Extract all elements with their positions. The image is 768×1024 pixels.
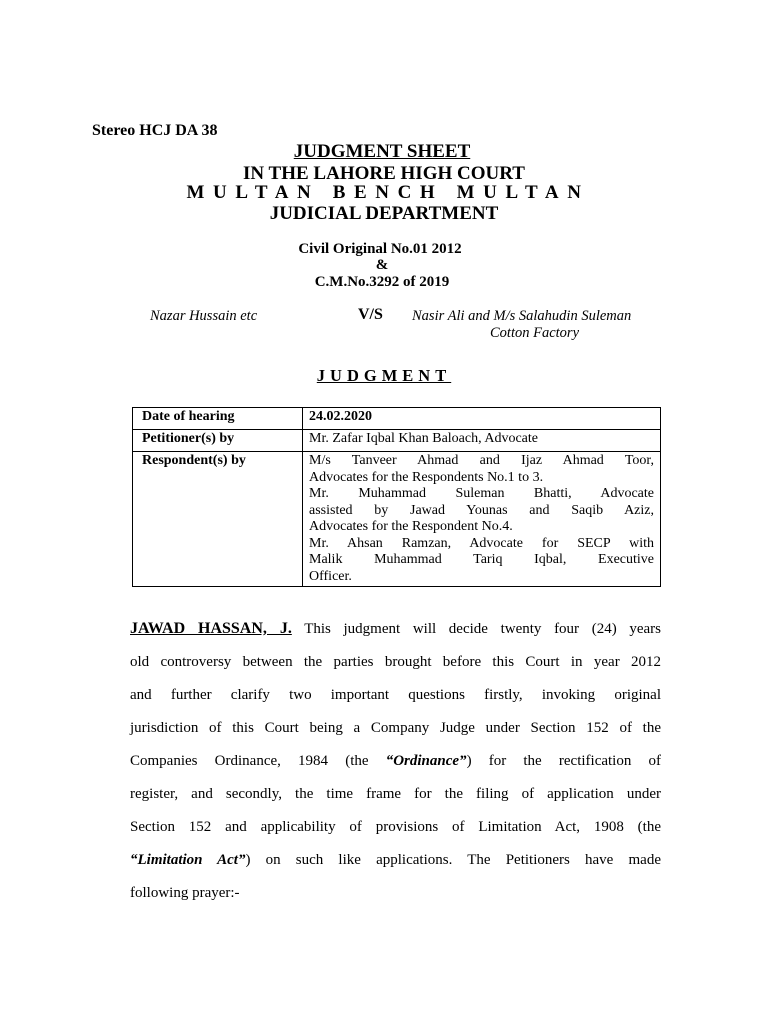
judgment-title: JUDGMENT bbox=[316, 366, 452, 385]
respondent-counsel-line: assisted by Jawad Younas and Saqib Aziz, bbox=[309, 502, 654, 518]
defined-term-limitation-act: “Limitation Act” bbox=[130, 852, 246, 868]
case-number: Civil Original No.01 2012 bbox=[298, 241, 462, 257]
heading-judgment-sheet: JUDGMENT SHEET bbox=[293, 141, 471, 162]
respondent-counsel bbox=[303, 452, 661, 587]
body-line bbox=[130, 745, 661, 778]
cm-number: C.M.No.3292 of 2019 bbox=[314, 274, 450, 290]
heading-department: JUDICIAL DEPARTMENT bbox=[269, 203, 499, 224]
respondent-counsel-line: Advocates for the Respondent No.4. bbox=[309, 519, 513, 534]
versus-label: V/S bbox=[358, 306, 383, 323]
body-text: ) on such like applications. The Petitioners have made bbox=[245, 852, 661, 868]
stereo-reference: Stereo HCJ DA 38 bbox=[92, 122, 218, 139]
body-line: old controversy between the parties brought before this Court in year 2012 bbox=[130, 654, 661, 670]
body-line bbox=[130, 844, 661, 877]
petitioner-label: Petitioner(s) by bbox=[133, 430, 303, 452]
defined-term-ordinance: “Ordinance” bbox=[385, 753, 467, 769]
judge-name: JAWAD HASSAN, J. bbox=[130, 620, 292, 637]
body-line: jurisdiction of this Court being a Company Judge under Section 152 of the bbox=[130, 720, 661, 736]
table-row-date bbox=[133, 408, 661, 430]
respondent-party-line1: Nasir Ali and M/s Salahudin Suleman bbox=[412, 308, 632, 324]
body-text: ) for the rectification of bbox=[466, 753, 662, 769]
body-text: Companies Ordinance, 1984 (the bbox=[130, 753, 386, 769]
respondent-counsel-line: Mr. Ahsan Ramzan, Advocate for SECP with bbox=[309, 535, 654, 551]
judgment-body-paragraph bbox=[130, 612, 661, 910]
heading-court-name: IN THE LAHORE HIGH COURT bbox=[243, 163, 525, 184]
body-line bbox=[130, 612, 661, 646]
body-text: This judgment will decide twenty four (24) years bbox=[291, 621, 661, 637]
body-line: register, and secondly, the time frame for the filing of application under bbox=[130, 786, 661, 802]
respondent-label: Respondent(s) by bbox=[133, 452, 303, 587]
respondent-party-line2: Cotton Factory bbox=[490, 325, 580, 341]
date-label: Date of hearing bbox=[133, 408, 303, 430]
body-line: following prayer:- bbox=[130, 885, 240, 901]
petitioner-party: Nazar Hussain etc bbox=[150, 308, 258, 324]
table-row-petitioner bbox=[133, 430, 661, 452]
body-line: and further clarify two important questions firstly, invoking original bbox=[130, 687, 661, 703]
petitioner-counsel: Mr. Zafar Iqbal Khan Baloach, Advocate bbox=[303, 430, 661, 452]
body-line: Section 152 and applicability of provisions of Limitation Act, 1908 (the bbox=[130, 819, 661, 835]
date-value: 24.02.2020 bbox=[303, 408, 661, 430]
respondent-counsel-line: Malik Muhammad Tariq Iqbal, Executive bbox=[309, 552, 654, 567]
respondent-counsel-line: Officer. bbox=[309, 568, 352, 584]
respondent-counsel-line: Advocates for the Respondents No.1 to 3. bbox=[309, 469, 544, 485]
hearing-info-table bbox=[132, 407, 661, 587]
respondent-counsel-line: M/s Tanveer Ahmad and Ijaz Ahmad Toor, bbox=[309, 453, 654, 468]
respondent-counsel-line: Mr. Muhammad Suleman Bhatti, Advocate bbox=[309, 486, 654, 501]
case-conjunction: & bbox=[375, 257, 389, 273]
table-row-respondent bbox=[133, 452, 661, 587]
heading-bench: MULTAN BENCH MULTAN bbox=[186, 182, 590, 203]
